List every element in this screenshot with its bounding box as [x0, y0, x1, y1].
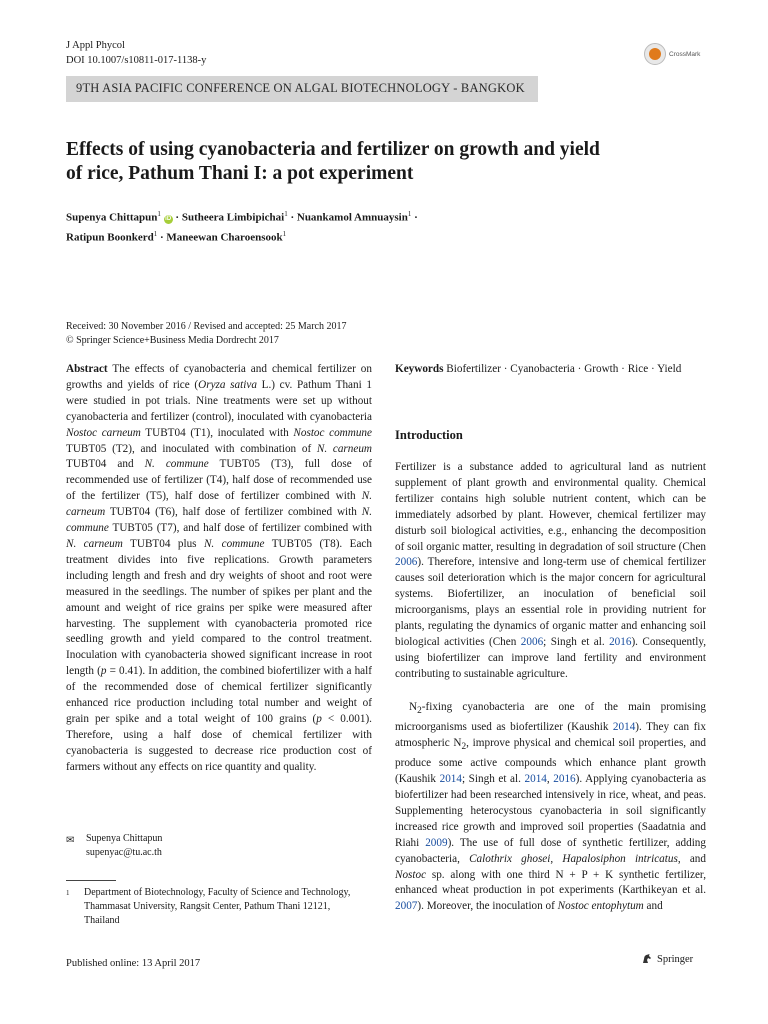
- paper-title: [66, 138, 706, 186]
- abstract-italic: p: [100, 665, 107, 678]
- footnote-divider: [66, 880, 116, 881]
- species-name: Nostoc entophytum: [557, 900, 644, 913]
- article-dates: [66, 320, 346, 348]
- affiliation-line: Thailand: [84, 915, 120, 926]
- email-icon: ✉: [66, 835, 75, 846]
- abstract-text: TUBT05 (T2), and inoculated with combination of: [66, 442, 317, 455]
- crossmark-icon: [644, 43, 666, 65]
- author-name[interactable]: Ratipun Boonkerd: [66, 231, 154, 244]
- paragraph-text: ). The use of full dose of synthetic fertilizer, adding cyanobacteria,: [395, 836, 706, 865]
- intro-paragraph-2: [395, 700, 706, 915]
- abstract-italic: N. commune: [203, 537, 265, 550]
- section-heading-introduction: Introduction: [395, 428, 463, 442]
- citation-link[interactable]: 2009: [425, 836, 448, 849]
- conference-banner-text: 9TH ASIA PACIFIC CONFERENCE ON ALGAL BIOTECHNOLOGY - BANGKOK: [76, 81, 525, 95]
- publisher-name: Springer: [657, 953, 694, 965]
- citation-link[interactable]: 2014: [524, 773, 547, 786]
- orcid-icon[interactable]: iD: [165, 215, 172, 222]
- abstract-text: TUBT05 (T8). Each treatment divides into five replications. Growth parameters including length and fresh and dry weights of shoot and root were measured in the seedlings. The number of spikes per plant and the amount and weight of rice grains per spike were measured after harvesting. The supplement with cyanobacteria promoted rice seedling growth and yield compared to the control treatment. Inoculation with cyanobacteria showed significant increase in root length (: [66, 537, 372, 678]
- crossmark-badge[interactable]: [644, 43, 700, 65]
- abstract-text: TUBT04 and: [66, 458, 145, 471]
- author-name[interactable]: Supenya Chittapun: [66, 211, 158, 224]
- paragraph-text: ; Singh et al.: [461, 773, 525, 786]
- species-name: Nostoc: [395, 868, 427, 881]
- paragraph-text: N: [409, 701, 418, 713]
- citation-link[interactable]: 2006: [520, 635, 544, 648]
- species-name: Hapalosiphon intricatus: [562, 852, 678, 865]
- abstract-text: TUBT05 (T7), and half dose of fertilizer combined with: [108, 522, 372, 535]
- citation-link[interactable]: 2007: [395, 900, 418, 913]
- paragraph-text: ; Singh et al.: [543, 635, 610, 648]
- keywords: [395, 362, 706, 378]
- paragraph-text: ). Moreover, the inoculation of: [417, 900, 558, 913]
- published-date: Published online: 13 April 2017: [66, 958, 201, 969]
- copyright: © Springer Science+Business Media Dordrecht 2017: [66, 335, 279, 346]
- author-affiliation-marker: 1: [407, 210, 412, 218]
- abstract-italic: N. commune: [66, 506, 372, 535]
- paragraph-text: -fixing cyanobacteria are one of the main promising microorganisms used as biofertilizer (Kaushik: [395, 701, 706, 734]
- crossmark-label: CrossMark: [669, 50, 701, 58]
- doi[interactable]: DOI 10.1007/s10811-017-1138-y: [66, 55, 207, 66]
- keywords-text: Biofertilizer · Cyanobacteria · Growth · Rice · Yield: [443, 363, 682, 375]
- title-line-2: of rice, Pathum Thani I: a pot experiment: [66, 163, 414, 184]
- affiliation-number: 1: [66, 889, 70, 897]
- abstract-text: < 0.001). Therefore, using a half dose of chemical fertilizer with cyanobacteria is suggested to decrease rice production cost of farmers without any effects on rice quantity and quality.: [66, 712, 372, 773]
- received-date: Received: 30 November 2016 / Revised and accepted: 25 March 2017: [66, 321, 347, 332]
- abstract-italic: Oryza sativa: [198, 378, 257, 391]
- abstract-text: = 0.41). In addition, the combined biofertilizer with a half of the recommended dose of chemical fertilizer significantly enhanced rice production including total number and weight of grain per spike and a total weight of 100 grains (: [66, 665, 372, 725]
- author-affiliation-marker: 1: [282, 229, 287, 238]
- abstract: [66, 362, 372, 776]
- abstract-label: Abstract: [66, 363, 108, 375]
- abstract-text: L.) cv. Pathum Thani 1 were studied in pot trials. Nine treatments were set up without cyanobacteria and fertilizer (control), inoculated with cyanobacteria: [66, 378, 372, 423]
- subscript: 2: [461, 742, 467, 753]
- paragraph-text: ). They can fix atmospheric N: [395, 721, 706, 750]
- citation-link[interactable]: 2014: [612, 721, 636, 734]
- species-name: Calothrix ghosei: [469, 852, 551, 865]
- paragraph-text: ). Therefore, intensive and long-term use of chemical fertilizer causes soil deterioration which is the major concern for agricultural systems. Biofertilizer, an inoculation of beneficial soil microorganisms, plays an essential role in providing nutrient for plants, regulating the dynamics of organic matter and enhancing soil biological activities (Chen: [395, 556, 706, 648]
- journal-name: J Appl Phycol: [66, 40, 125, 51]
- conference-banner: [66, 76, 538, 102]
- paragraph-text: and: [643, 900, 663, 913]
- paragraph-text: ,: [550, 852, 563, 865]
- paragraph-text: ). Consequently, using biofertilizer can improve land fertility and environment contributing to sustainable agriculture.: [395, 635, 707, 680]
- intro-paragraph-1: [395, 460, 706, 683]
- subscript: 2: [417, 706, 422, 717]
- springer-horse-icon: [641, 953, 653, 965]
- author-separator: ·: [159, 231, 164, 244]
- paragraph-text: ,: [546, 773, 554, 786]
- author-affiliation-marker: 1: [157, 210, 161, 218]
- correspondence-name: Supenya Chittapun: [86, 833, 163, 844]
- abstract-italic: N. carneum: [66, 490, 372, 519]
- abstract-text: TUBT04 (T6), half dose of fertilizer combined with: [105, 506, 362, 519]
- abstract-italic: p: [316, 712, 322, 725]
- abstract-italic: N. carneum: [316, 442, 372, 455]
- abstract-text: The effects of cyanobacteria and chemical fertilizer on growths and yields of rice (: [66, 363, 372, 391]
- citation-link[interactable]: 2006: [395, 556, 418, 569]
- paragraph-text: sp. along with one third N + P + K synthetic fertilizer, enhanced wheat production in pot experiments (Karthikeyan et al.: [395, 868, 706, 897]
- affiliation-line: Thammasat University, Rangsit Center, Pathum Thani 12121,: [84, 901, 331, 912]
- publisher-logo: [641, 953, 693, 965]
- author-name[interactable]: Maneewan Charoensook: [166, 231, 283, 244]
- citation-link[interactable]: 2014: [439, 773, 462, 786]
- author-list: [66, 206, 706, 245]
- author-separator: ·: [175, 211, 180, 224]
- author-affiliation-marker: 1: [284, 210, 288, 218]
- abstract-text: TUBT04 (T1), inoculated with: [140, 426, 294, 439]
- abstract-italic: Nostoc commune: [293, 426, 372, 439]
- title-line-1: Effects of using cyanobacteria and fertilizer on growth and yield: [66, 139, 600, 160]
- citation-link[interactable]: 2016: [553, 773, 576, 786]
- paragraph-text: ). Applying cyanobacteria as biofertilizer had been researched intensively in rice, wheat, and peas. Supplementing heterocystous cyanobacteria in soil significantly increased rice growth and improved soil properties (Saadatnia and Riahi: [395, 773, 706, 849]
- author-separator: ·: [414, 211, 418, 224]
- abstract-text: TUBT05 (T3), full dose of recommended use of fertilizer (T4), half dose of recommended use of the fertilizer (T5), half dose of fertilizer combined with: [66, 458, 372, 503]
- paragraph-text: Fertilizer is a substance added to agricultural land as nutrient supplement of plant growth and environmental quality. Chemical fertilizer contains high soluble nutrient content, which can be immediately adsorbed by plant. However, chemical fertilizer may disturb soil biological activities, e.g., enhancing the decomposition of soil organic matter, resulting in degradation of soil structure (Chen: [395, 461, 706, 553]
- author-separator: ·: [290, 211, 295, 224]
- paragraph-text: , improve physical and chemical soil properties, and produce some active compounds which enhance plant growth (Kaushik: [395, 737, 706, 786]
- abstract-text: TUBT04 plus: [122, 537, 204, 550]
- author-name[interactable]: Sutheera Limbipichai: [181, 211, 285, 224]
- author-affiliation-marker: 1: [153, 229, 158, 238]
- journal-header: [66, 38, 206, 68]
- paragraph-text: , and: [677, 852, 706, 865]
- abstract-italic: N. commune: [144, 458, 209, 471]
- correspondence-email[interactable]: supenyac@tu.ac.th: [86, 847, 162, 858]
- author-name[interactable]: Nuankamol Amnuaysin: [296, 211, 408, 224]
- citation-link[interactable]: 2016: [609, 635, 632, 648]
- abstract-italic: N. carneum: [66, 537, 123, 550]
- keywords-label: Keywords: [395, 363, 444, 375]
- affiliation-line: Department of Biotechnology, Faculty of Science and Technology,: [84, 887, 351, 898]
- abstract-italic: Nostoc carneum: [66, 426, 141, 439]
